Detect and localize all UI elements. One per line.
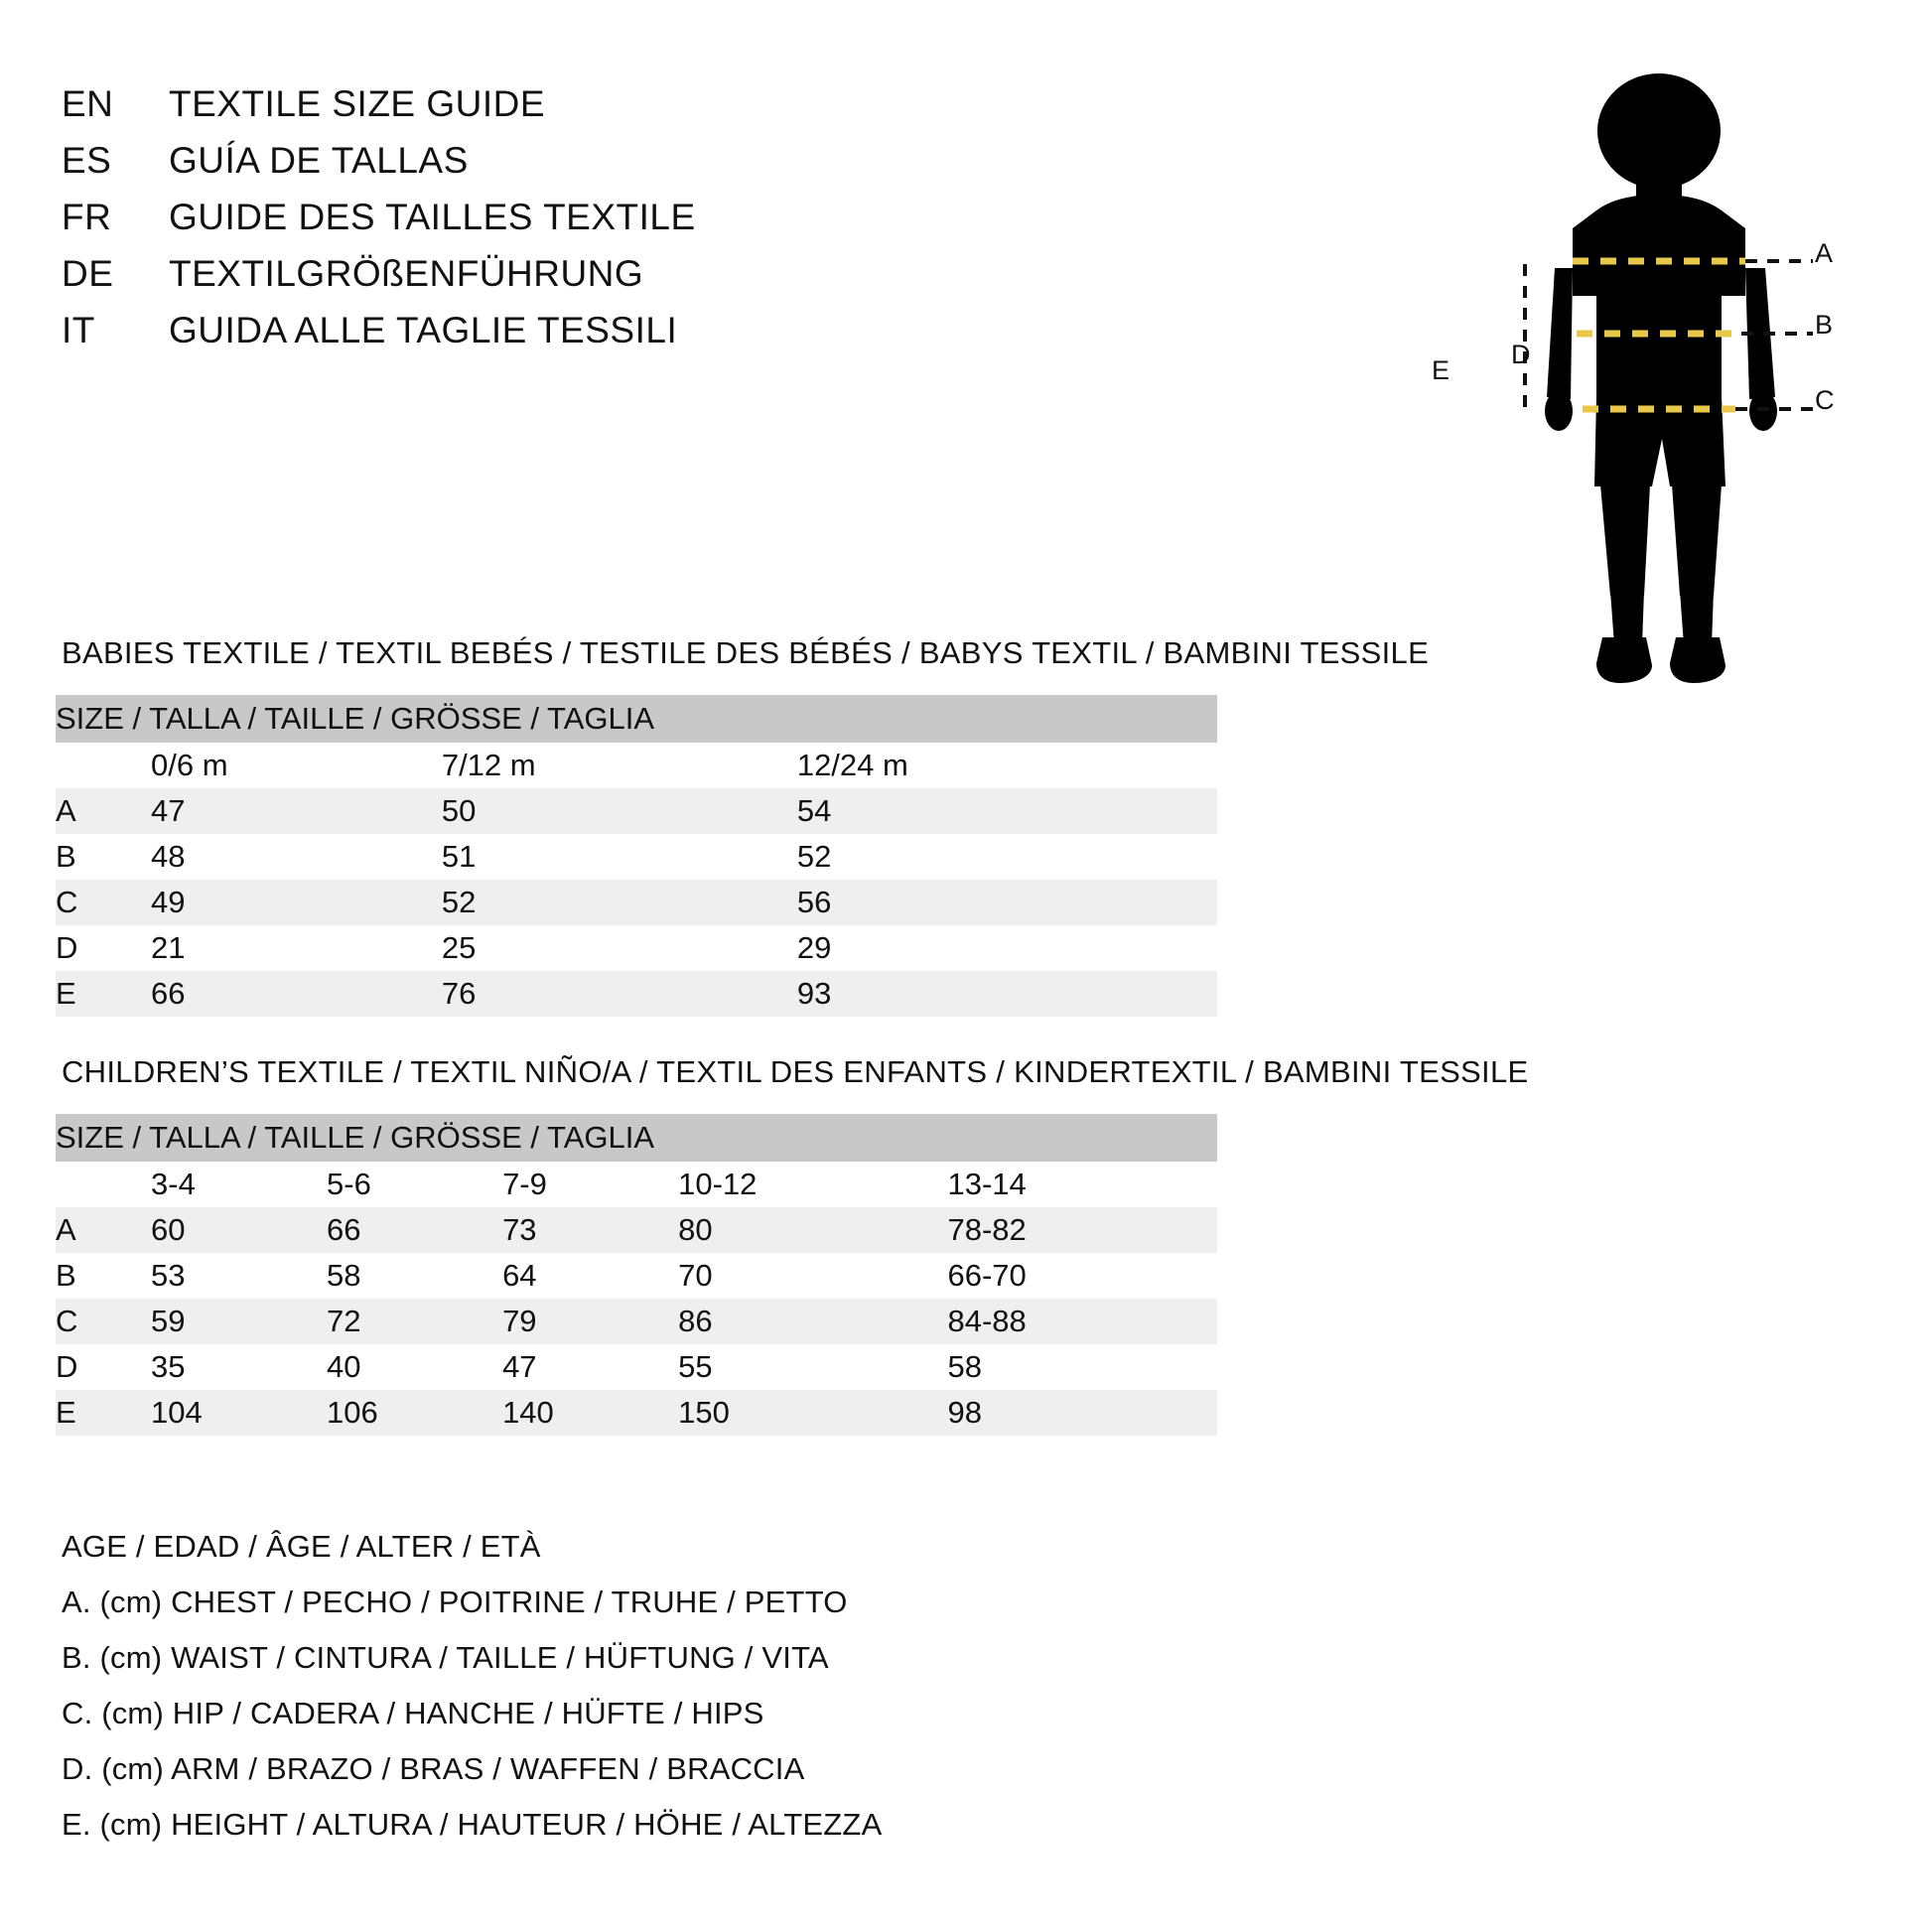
table-row (56, 1299, 1217, 1344)
babies-d-1: 25 (442, 925, 797, 971)
children-e-3: 150 (678, 1390, 947, 1436)
children-e-0: 104 (151, 1390, 327, 1436)
children-size-table (56, 1114, 1217, 1436)
language-row-fr (62, 197, 1154, 253)
babies-size-table (56, 695, 1217, 1017)
children-b-3: 70 (678, 1253, 947, 1299)
babies-b-0: 48 (151, 834, 442, 880)
babies-column-header-row (56, 743, 1217, 788)
table-row (56, 1344, 1217, 1390)
legend-item-d: D. (cm) ARM / BRAZO / BRAS / WAFFEN / BRACCIA (62, 1751, 805, 1786)
babies-e-2: 93 (797, 971, 1217, 1017)
language-text-it: GUIDA ALLE TAGLIE TESSILI (169, 310, 678, 350)
language-row-de (62, 253, 1154, 310)
babies-section-title: BABIES TEXTILE / TEXTIL BEBÉS / TESTILE DES BÉBÉS / BABYS TEXTIL / BAMBINI TESSILE (62, 635, 1430, 670)
babies-row-label-b: B (56, 834, 151, 880)
table-row (56, 971, 1217, 1017)
table-row (56, 834, 1217, 880)
babies-a-1: 50 (442, 788, 797, 834)
language-code-de: DE (62, 253, 114, 294)
children-c-0: 59 (151, 1299, 327, 1344)
babies-table-header-bar (56, 695, 1217, 743)
language-text-es: GUÍA DE TALLAS (169, 140, 469, 181)
children-a-0: 60 (151, 1207, 327, 1253)
children-size-header: SIZE / TALLA / TAILLE / GRÖSSE / TAGLIA (56, 1114, 1217, 1162)
children-b-1: 58 (327, 1253, 502, 1299)
legend-age: AGE / EDAD / ÂGE / ALTER / ETÀ (62, 1529, 541, 1564)
children-c-4: 84-88 (947, 1299, 1217, 1344)
children-row-label-e: E (56, 1390, 151, 1436)
children-col-1: 5-6 (327, 1162, 502, 1207)
babies-c-1: 52 (442, 880, 797, 925)
language-row-it (62, 310, 1154, 366)
child-silhouette-icon (1485, 69, 1902, 764)
table-row (56, 1207, 1217, 1253)
children-a-4: 78-82 (947, 1207, 1217, 1253)
children-row-label-b: B (56, 1253, 151, 1299)
children-b-2: 64 (502, 1253, 678, 1299)
label-a: A (1815, 238, 1834, 268)
children-b-0: 53 (151, 1253, 327, 1299)
language-code-es: ES (62, 140, 112, 181)
language-text-de: TEXTILGRÖßENFÜHRUNG (169, 253, 644, 294)
babies-col-0: 0/6 m (151, 743, 442, 788)
label-b: B (1815, 310, 1834, 340)
measurement-legend (62, 1529, 1451, 1863)
babies-a-0: 47 (151, 788, 442, 834)
babies-row-label-e: E (56, 971, 151, 1017)
table-row (56, 1390, 1217, 1436)
label-d: D (1511, 340, 1531, 369)
language-header-block (62, 83, 1154, 366)
table-row (56, 788, 1217, 834)
language-row-es (62, 140, 1154, 197)
babies-a-2: 54 (797, 788, 1217, 834)
babies-row-label-c: C (56, 880, 151, 925)
babies-c-2: 56 (797, 880, 1217, 925)
children-column-header-row (56, 1162, 1217, 1207)
language-code-en: EN (62, 83, 114, 124)
babies-col-1: 7/12 m (442, 743, 797, 788)
children-d-2: 47 (502, 1344, 678, 1390)
table-row (56, 880, 1217, 925)
children-col-2: 7-9 (502, 1162, 678, 1207)
children-c-2: 79 (502, 1299, 678, 1344)
label-e: E (1432, 355, 1450, 385)
children-row-label-c: C (56, 1299, 151, 1344)
children-a-2: 73 (502, 1207, 678, 1253)
children-table-header-bar (56, 1114, 1217, 1162)
babies-c-0: 49 (151, 880, 442, 925)
legend-item-e: E. (cm) HEIGHT / ALTURA / HAUTEUR / HÖHE / ALTEZZA (62, 1807, 883, 1842)
language-row-en (62, 83, 1154, 140)
label-c: C (1815, 385, 1835, 415)
children-b-4: 66-70 (947, 1253, 1217, 1299)
children-d-3: 55 (678, 1344, 947, 1390)
legend-item-c: C. (cm) HIP / CADERA / HANCHE / HÜFTE / HIPS (62, 1696, 764, 1730)
babies-row-label-d: D (56, 925, 151, 971)
babies-d-0: 21 (151, 925, 442, 971)
children-row-label-a: A (56, 1207, 151, 1253)
children-a-3: 80 (678, 1207, 947, 1253)
children-e-2: 140 (502, 1390, 678, 1436)
children-col-3: 10-12 (678, 1162, 947, 1207)
babies-corner-cell (56, 743, 151, 788)
legend-item-b: B. (cm) WAIST / CINTURA / TAILLE / HÜFTUNG / VITA (62, 1640, 829, 1675)
children-d-0: 35 (151, 1344, 327, 1390)
children-col-4: 13-14 (947, 1162, 1217, 1207)
children-col-0: 3-4 (151, 1162, 327, 1207)
babies-e-1: 76 (442, 971, 797, 1017)
language-code-fr: FR (62, 197, 112, 237)
babies-e-0: 66 (151, 971, 442, 1017)
children-d-4: 58 (947, 1344, 1217, 1390)
children-c-1: 72 (327, 1299, 502, 1344)
measurement-figure (1390, 60, 1906, 755)
language-code-it: IT (62, 310, 95, 350)
legend-item-a: A. (cm) CHEST / PECHO / POITRINE / TRUHE / PETTO (62, 1585, 848, 1619)
children-c-3: 86 (678, 1299, 947, 1344)
children-e-1: 106 (327, 1390, 502, 1436)
babies-row-label-a: A (56, 788, 151, 834)
children-section-title: CHILDREN’S TEXTILE / TEXTIL NIÑO/A / TEXTIL DES ENFANTS / KINDERTEXTIL / BAMBINI TESSILE (62, 1054, 1529, 1089)
children-row-label-d: D (56, 1344, 151, 1390)
children-corner-cell (56, 1162, 151, 1207)
language-text-fr: GUIDE DES TAILLES TEXTILE (169, 197, 696, 237)
language-text-en: TEXTILE SIZE GUIDE (169, 83, 546, 124)
children-d-1: 40 (327, 1344, 502, 1390)
babies-b-2: 52 (797, 834, 1217, 880)
babies-d-2: 29 (797, 925, 1217, 971)
babies-col-2: 12/24 m (797, 743, 1217, 788)
babies-size-header: SIZE / TALLA / TAILLE / GRÖSSE / TAGLIA (56, 695, 1217, 743)
children-a-1: 66 (327, 1207, 502, 1253)
children-e-4: 98 (947, 1390, 1217, 1436)
babies-b-1: 51 (442, 834, 797, 880)
table-row (56, 1253, 1217, 1299)
table-row (56, 925, 1217, 971)
